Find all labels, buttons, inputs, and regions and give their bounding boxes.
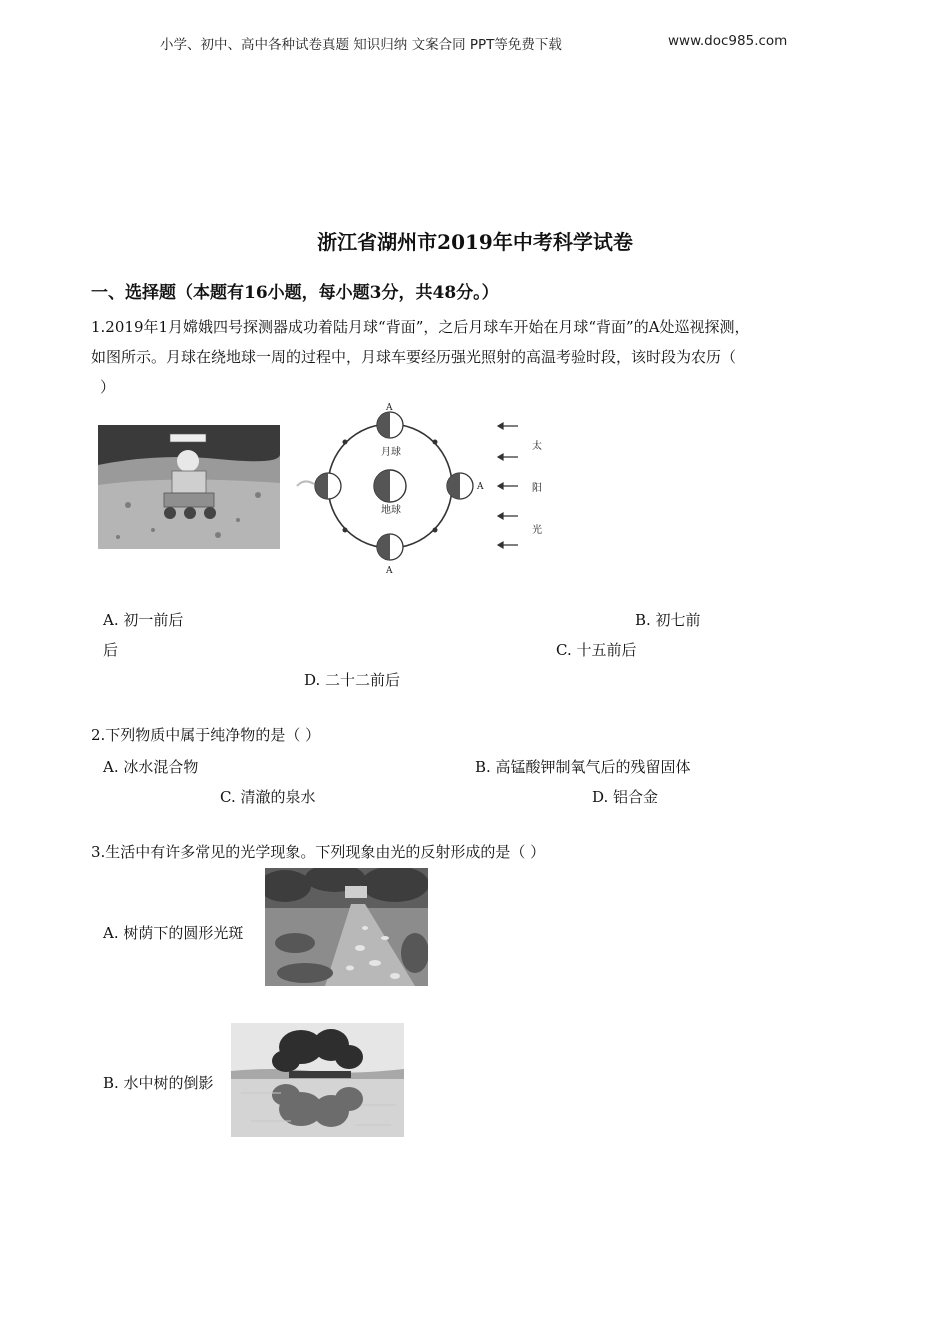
point-a-right: A	[477, 482, 484, 492]
question-1-line-2: 如图所示。月球在绕地球一周的过程中，月球车要经历强光照射的高温考验时段，该时段为农历（	[91, 348, 737, 366]
section-heading: 一、选择题（本题有16小题，每小题3分，共48分。）	[91, 283, 499, 303]
q1-option-a[interactable]: A. 初一前后	[103, 611, 184, 629]
q1-option-b[interactable]: B. 初七前	[635, 611, 701, 629]
question-1-line-3: ）	[100, 378, 116, 396]
q2-option-b[interactable]: B. 高锰酸钾制氧气后的残留固体	[475, 758, 691, 776]
q3-option-a[interactable]: A. 树荫下的圆形光斑	[103, 924, 244, 942]
sun-label-1: 太	[532, 441, 542, 452]
moon-left-icon	[315, 473, 341, 499]
q2-option-d[interactable]: D. 铝合金	[592, 788, 659, 806]
earth-label: 地球	[381, 505, 401, 516]
question-2-stem: 2.下列物质中属于纯净物的是（ ）	[91, 726, 321, 744]
earth-icon	[374, 470, 406, 502]
q3-option-b[interactable]: B. 水中树的倒影	[103, 1074, 214, 1092]
lunar-rover-photo	[98, 425, 280, 549]
sun-label-2: 阳	[532, 483, 542, 494]
point-a-top: A	[386, 403, 393, 413]
q1-option-d[interactable]: D. 二十二前后	[304, 671, 401, 689]
question-1-line-1: 1.2019年1月嫦娥四号探测器成功着陆月球“背面”，之后月球车开始在月球“背面”的A处巡视探测，	[91, 318, 750, 336]
q2-option-a[interactable]: A. 冰水混合物	[103, 758, 199, 776]
page-title: 浙江省湖州市2019年中考科学试卷	[317, 230, 633, 254]
moon-orbit-diagram	[292, 398, 562, 580]
q1-option-c[interactable]: C. 十五前后	[556, 641, 637, 659]
moon-right-icon	[447, 473, 473, 499]
tree-reflection-photo	[231, 1023, 404, 1137]
q1-option-b-tail: 后	[103, 641, 119, 659]
sunlight-arrows	[498, 423, 518, 548]
moon-top-icon	[377, 412, 403, 438]
moon-bottom-icon	[377, 534, 403, 560]
decor-stroke	[297, 481, 314, 486]
question-3-stem: 3.生活中有许多常见的光学现象。下列现象由光的反射形成的是（ ）	[91, 843, 546, 861]
point-a-bottom: A	[386, 566, 393, 576]
sun-label-3: 光	[532, 525, 542, 536]
header-banner-text: 小学、初中、高中各种试卷真题 知识归纳 文案合同 PPT等免费下载	[160, 37, 562, 53]
header-site-link[interactable]: www.doc985.com	[668, 33, 788, 49]
q2-option-c[interactable]: C. 清澈的泉水	[220, 788, 316, 806]
moon-label: 月球	[381, 447, 401, 458]
tree-shade-photo	[265, 868, 428, 986]
